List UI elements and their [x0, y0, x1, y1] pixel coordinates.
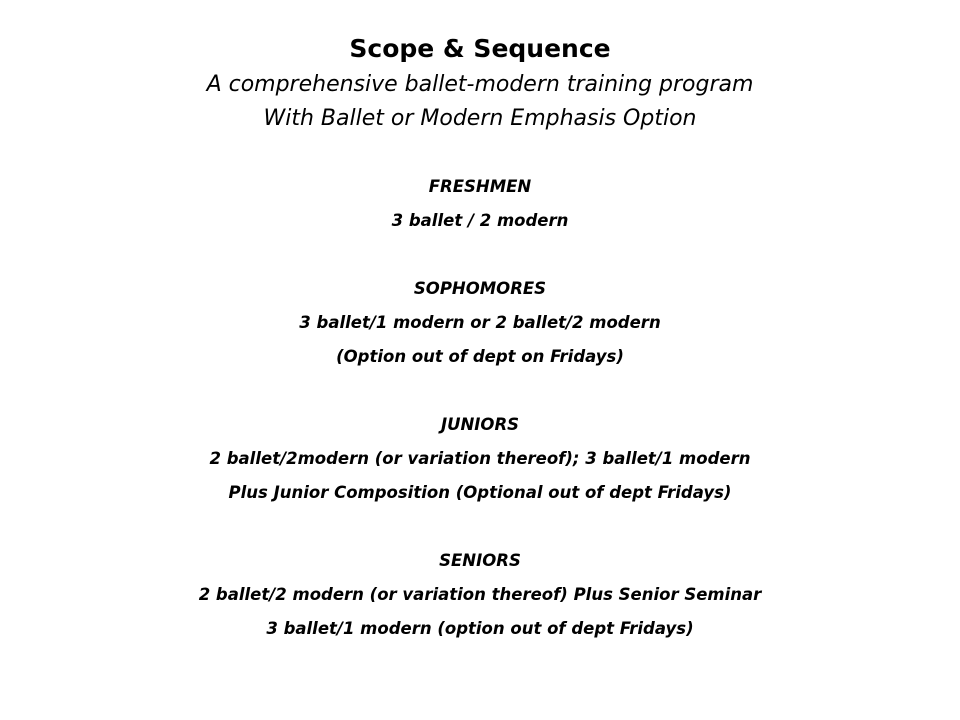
- section-heading-sophomores: SOPHOMORES: [413, 279, 547, 298]
- section-heading-juniors: JUNIORS: [440, 415, 520, 434]
- title-block: [0, 30, 960, 136]
- section-line-seniors-2: 3 ballet/1 modern (option out of dept Fridays): [266, 619, 694, 638]
- section-line-seniors-1: 2 ballet/2 modern (or variation thereof) Plus Senior Seminar: [198, 585, 762, 604]
- slide-body: [0, 170, 960, 646]
- slide-subtitle-line-1: A comprehensive ballet-modern training program: [206, 72, 754, 97]
- section-line-freshmen-1: 3 ballet / 2 modern: [391, 211, 569, 230]
- section-spacer: [0, 510, 960, 544]
- section-spacer: [0, 374, 960, 408]
- section-spacer: [0, 238, 960, 272]
- section-line-sophomores-1: 3 ballet/1 modern or 2 ballet/2 modern: [299, 313, 661, 332]
- section-line-sophomores-2: (Option out of dept on Fridays): [336, 347, 624, 366]
- section-line-juniors-1: 2 ballet/2modern (or variation thereof); 3 ballet/1 modern: [209, 449, 751, 468]
- slide-title: Scope & Sequence: [349, 34, 611, 63]
- section-heading-seniors: SENIORS: [439, 551, 521, 570]
- slide-subtitle-line-2: With Ballet or Modern Emphasis Option: [263, 106, 697, 131]
- section-heading-freshmen: FRESHMEN: [428, 177, 532, 196]
- section-line-juniors-2: Plus Junior Composition (Optional out of dept Fridays): [228, 483, 732, 502]
